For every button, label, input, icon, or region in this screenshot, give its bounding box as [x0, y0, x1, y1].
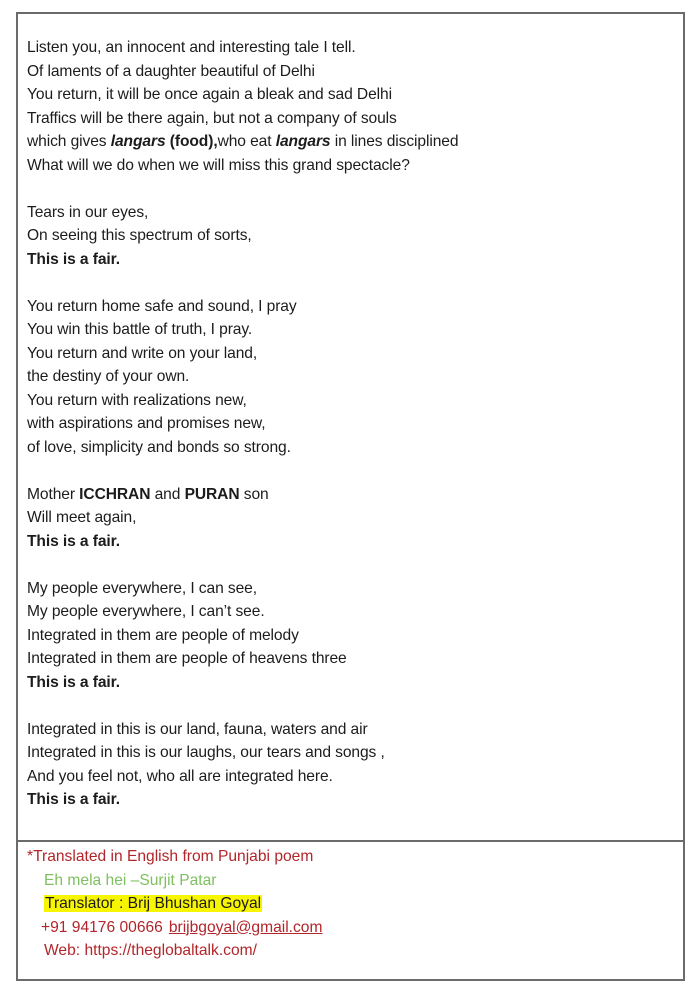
stanza-1: [27, 36, 673, 177]
line-text: which gives: [27, 133, 111, 150]
line-text: and: [150, 485, 185, 503]
stanza-6: [27, 718, 673, 812]
poem-line: My people everywhere, I can see,: [27, 579, 257, 597]
line-text: son: [239, 485, 269, 503]
poem-line: of love, simplicity and bonds so strong.: [27, 438, 291, 456]
name-puran: PURAN: [184, 485, 240, 503]
stanza-2: [27, 201, 673, 272]
section-divider: [18, 840, 683, 842]
stanza-3: [27, 295, 673, 460]
poem-line: Will meet again,: [27, 509, 137, 526]
poem-line: You return, it will be once again a bleak and sad Delhi: [27, 86, 392, 103]
document-frame: [16, 12, 685, 981]
poem-line: with aspirations and promises new,: [27, 415, 266, 432]
refrain-line: This is a fair.: [27, 250, 120, 268]
emphasis-langars: langars: [275, 133, 331, 150]
poem-line: [27, 130, 673, 154]
contact-line: [27, 916, 673, 940]
name-icchran: ICCHRAN: [79, 485, 151, 503]
poem-line: My people everywhere, I can’t see.: [27, 603, 265, 620]
translator-line: [27, 892, 673, 916]
line-text: Mother: [27, 485, 80, 503]
poem-line: You return and write on your land,: [27, 344, 258, 362]
email-link[interactable]: brijbgoyal@gmail.com: [168, 918, 323, 936]
stanza-5: [27, 577, 673, 695]
website-link[interactable]: Web: https://theglobaltalk.com/: [44, 942, 257, 959]
refrain-line: This is a fair.: [27, 791, 120, 808]
poem-line: And you feel not, who all are integrated here.: [27, 767, 333, 785]
poem-line: Tears in our eyes,: [27, 203, 149, 221]
emphasis-food: (food),: [165, 133, 218, 150]
poem-line: You return home safe and sound, I pray: [27, 297, 297, 315]
poem-line: Of laments of a daughter beautiful of Delhi: [27, 62, 315, 80]
poem-line: On seeing this spectrum of sorts,: [27, 227, 252, 244]
credits-section: [27, 845, 673, 963]
refrain-line: This is a fair.: [27, 532, 120, 550]
line-text: who eat: [217, 133, 276, 150]
translation-note: *Translated in English from Punjabi poem: [27, 848, 314, 865]
line-text: in lines disciplined: [330, 133, 459, 150]
poem-line: Integrated in them are people of melody: [27, 626, 299, 644]
refrain-line: This is a fair.: [27, 673, 120, 691]
poem-line: Integrated in this is our land, fauna, waters and air: [27, 720, 368, 738]
phone-number: +91 94176 00666: [41, 918, 163, 936]
poem-body: [27, 36, 673, 835]
poem-line: Integrated in them are people of heavens three: [27, 650, 347, 667]
poem-line: You win this battle of truth, I pray.: [27, 321, 253, 338]
stanza-4: [27, 483, 673, 554]
poem-line: Traffics will be there again, but not a company of souls: [27, 109, 397, 127]
emphasis-langars: langars: [110, 133, 166, 150]
poem-line: What will we do when we will miss this grand spectacle?: [27, 156, 410, 174]
poem-line: the destiny of your own.: [27, 368, 190, 385]
translator-name-highlight: Translator : Brij Bhushan Goyal: [45, 895, 262, 912]
poem-line: Listen you, an innocent and interesting tale I tell.: [27, 39, 356, 56]
poem-line: [27, 483, 673, 507]
original-poem-title: Eh mela hei –Surjit Patar: [44, 871, 217, 889]
poem-line: Integrated in this is our laughs, our tears and songs ,: [27, 744, 385, 761]
poem-line: You return with realizations new,: [27, 391, 247, 409]
